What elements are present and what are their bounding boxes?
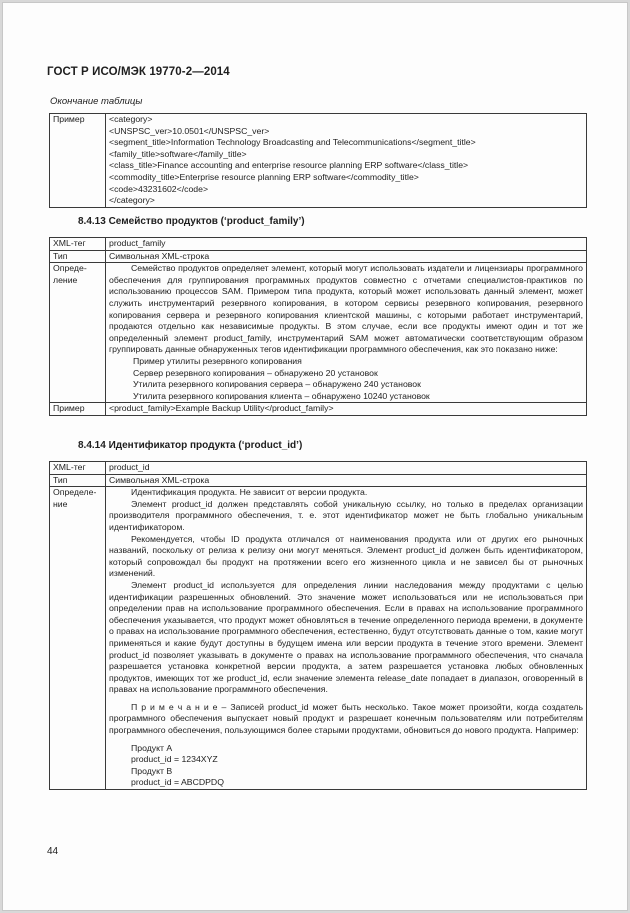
row-key: Пример [50,403,106,416]
row-value: Символьная XML-строка [106,250,587,263]
row-value [106,487,587,790]
code-line: product_id = ABCDPDQ [131,777,224,788]
list-item: Утилита резервного копирования сервера – обнаружено 240 установок [133,379,421,390]
code-line: <UNSPSC_ver>10.0501</UNSPSC_ver> [109,125,270,136]
row-key: XML-тег [50,238,106,251]
row-key: Пример [50,114,106,208]
definition-text: Элемент product_id должен представлять собой уникальную ссылку, но только в пределах организации производителя программного обеспечения, т. е. этот идентификатор может не быть глобально уникальным идентификатором. [109,498,583,532]
section-heading: 8.4.13 Семейство продуктов (‘product_family’) [78,216,305,227]
table-row [50,474,587,487]
table-row [50,250,587,263]
definition-text: Рекомендуется, чтобы ID продукта отличался от наименования продукта или от других его рыночных названий, поскольку от релиза к релизу они могут меняться. Элемент product_id должен быть идентификатором, который сопровождал бы продукт на протяжении всего его жизненного цикла и не зависел бы от рыночных изменений. [109,533,583,579]
row-value: <product_family>Example Backup Utility</product_family> [106,403,587,416]
code-line: <family_title>software</family_title> [109,148,247,159]
note-body: – Записей product_id может быть несколько. Такое может произойти, когда создатель программного обеспечения выпускает новый продукт и разрешает конечным пользователям или потребителям программного обеспечения, пользующимся более старыми продуктами, обновиться до нового продукта. Например: [109,701,584,736]
row-value [106,263,587,403]
section-heading: 8.4.14 Идентификатор продукта (‘product_id’) [78,440,303,451]
note-text [109,702,583,737]
row-value: Символьная XML-строка [106,474,587,487]
page-number: 44 [47,846,59,857]
code-line: product_id = 1234XYZ [131,754,218,765]
document-page [2,2,628,911]
code-line: Продукт A [131,742,173,753]
table-row [50,238,587,251]
list-item: Сервер резервного копирования – обнаружено 20 установок [133,367,378,378]
table-row [50,487,587,790]
product-id-table [49,461,587,790]
code-line: <class_title>Finance accounting and enterprise resource planning ERP software</class_title> [109,160,469,171]
product-family-table [49,237,587,416]
list-item: Утилита резервного копирования клиента – обнаружено 10240 установок [133,390,430,401]
code-line: Продукт B [131,765,173,776]
definition-text: Семейство продуктов определяет элемент, который могут использовать издатели и лицензиары программного обеспечения для группирования программных продуктов совместно с отчетами специалистов-практиков по использованию процессов SAM. Примером типа продукта, который может использовать данный элемент, может служить инструментарий резервного копирования, в котором сервисы резервного копирования, резервного копирования сервера и резервного копирования клиентской машины, с которыми работает инструментарий, продаются отдельно как независимые продукты. В этом случае, если все продукты имеют один и тот же определенный элемент product_family, инструментарий SAM может автоматически соответствующим образом группировать данные обнаруженных тегов идентификации программного обеспечения, как это показано ниже: [109,263,583,355]
table-row [50,263,587,403]
example-table-continued [49,113,587,208]
table-continuation-label: Окончание таблицы [50,96,143,107]
code-line: <category> [109,114,153,124]
table-row [50,403,587,416]
row-key: Тип [50,474,106,487]
table-row [50,462,587,475]
definition-text: Идентификация продукта. Не зависит от версии продукта. [131,487,368,498]
code-line: <code>43231602</code> [109,183,209,194]
row-value: product_family [106,238,587,251]
row-key: Тип [50,250,106,263]
row-key: Определе-ние [50,487,106,790]
row-key: Опреде-ление [50,263,106,403]
table-row [50,114,587,208]
row-key: XML-тег [50,462,106,475]
code-line: <commodity_title>Enterprise resource planning ERP software</commodity_title> [109,171,419,182]
list-item: Пример утилиты резервного копирования [133,355,302,366]
note-label: П р и м е ч а н и е [131,701,218,712]
document-header: ГОСТ Р ИСО/МЭК 19770-2—2014 [47,66,230,78]
code-line: </category> [109,195,155,206]
code-line: <segment_title>Information Technology Broadcasting and Telecommunications</segment_title> [109,137,476,148]
row-value: product_id [106,462,587,475]
row-value [106,114,587,208]
definition-text: Элемент product_id используется для определения линии наследования между продуктами с целью идентификации разрешенных обновлений. Это значение может использоваться или не использоваться при определении прав на использование программного обеспечения. Если в правах на использование программного обеспечения указывается, что продукт может обновляться в течение определенного периода времени, в документе о правах на использование программного обеспечения, естественно, будут отсутствовать данные о том, какие могут применяться и какие будут доступны в будущем имена или версии продукта в течение этого времени. Элемент product_id позволяет указывать в документе о правах на использование программного обеспечения, что сначала разрешается установка конкретной версии продукта, а затем разрешается установка любых обновленных продуктов, имеющих тот же product_id, если значение элемента release_date попадает в диапазон, оговоренный в правах на использование программного обеспечения. [109,579,583,695]
